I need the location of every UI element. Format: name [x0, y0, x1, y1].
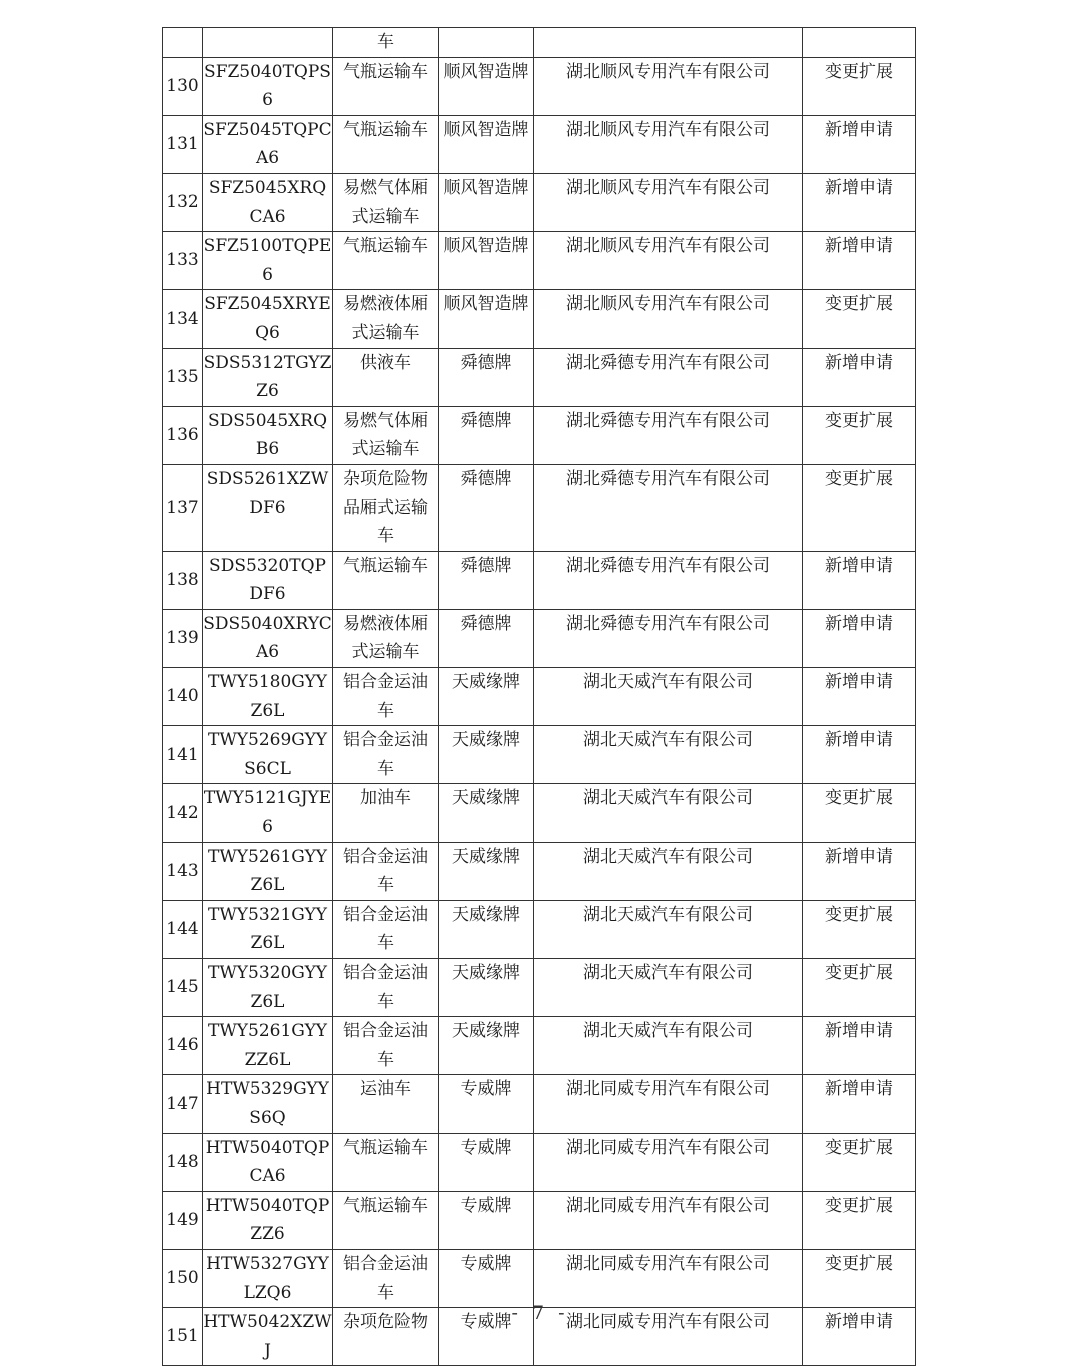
cell-model: [203, 28, 333, 58]
cell-vehicle-type: 铝合金运油车: [333, 1017, 439, 1075]
table-row: [163, 406, 916, 464]
table-row: [163, 232, 916, 290]
cell-model: HTW5040TQPZZ6: [203, 1191, 333, 1249]
cell-number: 143: [163, 842, 203, 900]
table-row: [163, 959, 916, 1017]
cell-status: 变更扩展: [803, 1191, 916, 1249]
table-row: [163, 115, 916, 173]
cell-number: 146: [163, 1017, 203, 1075]
cell-vehicle-type: 铝合金运油车: [333, 1249, 439, 1307]
cell-number: 135: [163, 348, 203, 406]
table-row: [163, 173, 916, 231]
cell-vehicle-type: 气瓶运输车: [333, 551, 439, 609]
cell-status: 新增申请: [803, 668, 916, 726]
cell-company: 湖北舜德专用汽车有限公司: [534, 464, 803, 551]
cell-status: 变更扩展: [803, 406, 916, 464]
table-row: [163, 57, 916, 115]
cell-status: 新增申请: [803, 842, 916, 900]
cell-company: 湖北天威汽车有限公司: [534, 726, 803, 784]
cell-company: 湖北同威专用汽车有限公司: [534, 1308, 803, 1366]
cell-status: 变更扩展: [803, 1133, 916, 1191]
cell-model: SFZ5045XRYEQ6: [203, 290, 333, 348]
table-row: [163, 1075, 916, 1133]
cell-company: 湖北顺风专用汽车有限公司: [534, 57, 803, 115]
cell-model: SFZ5045XRQCA6: [203, 173, 333, 231]
cell-brand: 舜德牌: [439, 348, 534, 406]
cell-number: 137: [163, 464, 203, 551]
table-row: [163, 551, 916, 609]
cell-vehicle-type: 铝合金运油车: [333, 959, 439, 1017]
table-row: [163, 290, 916, 348]
cell-status: 变更扩展: [803, 290, 916, 348]
cell-model: SFZ5100TQPE6: [203, 232, 333, 290]
cell-number: 141: [163, 726, 203, 784]
cell-model: HTW5327GYYLZQ6: [203, 1249, 333, 1307]
table-body: [163, 28, 916, 1366]
cell-number: 151: [163, 1308, 203, 1366]
cell-brand: 舜德牌: [439, 406, 534, 464]
table-row: [163, 28, 916, 58]
cell-vehicle-type: 供液车: [333, 348, 439, 406]
cell-status: 变更扩展: [803, 784, 916, 842]
cell-brand: 天威缘牌: [439, 726, 534, 784]
cell-status: 变更扩展: [803, 959, 916, 1017]
cell-number: 148: [163, 1133, 203, 1191]
cell-model: TWY5269GYYS6CL: [203, 726, 333, 784]
cell-brand: 舜德牌: [439, 609, 534, 667]
page-number: - 7 -: [511, 1302, 569, 1324]
cell-model: HTW5040TQPCA6: [203, 1133, 333, 1191]
cell-status: 新增申请: [803, 173, 916, 231]
cell-brand: 顺风智造牌: [439, 290, 534, 348]
cell-vehicle-type: 运油车: [333, 1075, 439, 1133]
cell-brand: 专威牌: [439, 1133, 534, 1191]
cell-number: 149: [163, 1191, 203, 1249]
cell-brand: 天威缘牌: [439, 668, 534, 726]
cell-company: [534, 28, 803, 58]
cell-brand: 顺风智造牌: [439, 173, 534, 231]
vehicle-catalog-table: [162, 27, 916, 1366]
cell-company: 湖北天威汽车有限公司: [534, 784, 803, 842]
cell-vehicle-type: 杂项危险物: [333, 1308, 439, 1366]
cell-vehicle-type: 气瓶运输车: [333, 1133, 439, 1191]
cell-brand: 天威缘牌: [439, 959, 534, 1017]
cell-brand: 专威牌: [439, 1308, 534, 1366]
table-row: [163, 1191, 916, 1249]
cell-company: 湖北同威专用汽车有限公司: [534, 1249, 803, 1307]
table-row: [163, 900, 916, 958]
cell-number: 147: [163, 1075, 203, 1133]
cell-brand: 专威牌: [439, 1191, 534, 1249]
cell-number: 142: [163, 784, 203, 842]
table-row: [163, 784, 916, 842]
cell-brand: 天威缘牌: [439, 842, 534, 900]
cell-brand: 专威牌: [439, 1249, 534, 1307]
cell-model: HTW5329GYYS6Q: [203, 1075, 333, 1133]
cell-vehicle-type: 加油车: [333, 784, 439, 842]
cell-company: 湖北顺风专用汽车有限公司: [534, 232, 803, 290]
cell-brand: 顺风智造牌: [439, 232, 534, 290]
cell-brand: 舜德牌: [439, 464, 534, 551]
cell-number: 133: [163, 232, 203, 290]
cell-company: 湖北天威汽车有限公司: [534, 1017, 803, 1075]
cell-model: TWY5261GYYZ6L: [203, 842, 333, 900]
cell-model: SDS5312TGYZZ6: [203, 348, 333, 406]
cell-model: TWY5180GYYZ6L: [203, 668, 333, 726]
cell-status: 变更扩展: [803, 1249, 916, 1307]
cell-vehicle-type: 气瓶运输车: [333, 115, 439, 173]
cell-number: 145: [163, 959, 203, 1017]
table-row: [163, 348, 916, 406]
table-row: [163, 1249, 916, 1307]
cell-company: 湖北同威专用汽车有限公司: [534, 1133, 803, 1191]
cell-model: SDS5045XRQB6: [203, 406, 333, 464]
cell-status: 新增申请: [803, 726, 916, 784]
cell-model: SDS5040XRYCA6: [203, 609, 333, 667]
cell-vehicle-type: 车: [333, 28, 439, 58]
cell-vehicle-type: 易燃气体厢式运输车: [333, 173, 439, 231]
cell-vehicle-type: 气瓶运输车: [333, 232, 439, 290]
cell-status: 新增申请: [803, 1017, 916, 1075]
table-row: [163, 726, 916, 784]
cell-model: TWY5320GYYZ6L: [203, 959, 333, 1017]
cell-number: 144: [163, 900, 203, 958]
cell-company: 湖北舜德专用汽车有限公司: [534, 609, 803, 667]
cell-model: SDS5320TQPDF6: [203, 551, 333, 609]
cell-company: 湖北舜德专用汽车有限公司: [534, 551, 803, 609]
cell-status: 新增申请: [803, 115, 916, 173]
cell-status: 新增申请: [803, 551, 916, 609]
cell-status: 变更扩展: [803, 900, 916, 958]
cell-number: 132: [163, 173, 203, 231]
cell-model: TWY5261GYYZZ6L: [203, 1017, 333, 1075]
cell-vehicle-type: 铝合金运油车: [333, 900, 439, 958]
cell-company: 湖北天威汽车有限公司: [534, 900, 803, 958]
table-row: [163, 464, 916, 551]
cell-status: 新增申请: [803, 609, 916, 667]
cell-brand: 顺风智造牌: [439, 115, 534, 173]
cell-vehicle-type: 易燃液体厢式运输车: [333, 290, 439, 348]
table-row: [163, 609, 916, 667]
cell-number: 140: [163, 668, 203, 726]
cell-model: TWY5121GJYE6: [203, 784, 333, 842]
cell-model: SFZ5040TQPS6: [203, 57, 333, 115]
cell-vehicle-type: 铝合金运油车: [333, 668, 439, 726]
cell-number: 138: [163, 551, 203, 609]
cell-company: 湖北同威专用汽车有限公司: [534, 1075, 803, 1133]
cell-company: 湖北天威汽车有限公司: [534, 959, 803, 1017]
cell-status: 新增申请: [803, 1308, 916, 1366]
table-row: [163, 1017, 916, 1075]
cell-company: 湖北顺风专用汽车有限公司: [534, 115, 803, 173]
cell-status: 新增申请: [803, 348, 916, 406]
cell-number: [163, 28, 203, 58]
cell-number: 150: [163, 1249, 203, 1307]
cell-vehicle-type: 杂项危险物品厢式运输车: [333, 464, 439, 551]
cell-vehicle-type: 气瓶运输车: [333, 1191, 439, 1249]
cell-vehicle-type: 铝合金运油车: [333, 726, 439, 784]
cell-brand: 天威缘牌: [439, 1017, 534, 1075]
cell-company: 湖北顺风专用汽车有限公司: [534, 173, 803, 231]
cell-brand: 天威缘牌: [439, 784, 534, 842]
cell-number: 131: [163, 115, 203, 173]
cell-brand: 天威缘牌: [439, 900, 534, 958]
cell-status: 变更扩展: [803, 57, 916, 115]
cell-vehicle-type: 易燃液体厢式运输车: [333, 609, 439, 667]
cell-brand: 专威牌: [439, 1075, 534, 1133]
cell-number: 134: [163, 290, 203, 348]
cell-number: 130: [163, 57, 203, 115]
cell-model: SDS5261XZWDF6: [203, 464, 333, 551]
cell-company: 湖北天威汽车有限公司: [534, 668, 803, 726]
cell-company: 湖北舜德专用汽车有限公司: [534, 348, 803, 406]
cell-brand: 顺风智造牌: [439, 57, 534, 115]
cell-status: 变更扩展: [803, 464, 916, 551]
cell-status: 新增申请: [803, 1075, 916, 1133]
cell-number: 136: [163, 406, 203, 464]
cell-vehicle-type: 铝合金运油车: [333, 842, 439, 900]
cell-vehicle-type: 易燃气体厢式运输车: [333, 406, 439, 464]
table-row: [163, 1133, 916, 1191]
cell-company: 湖北舜德专用汽车有限公司: [534, 406, 803, 464]
cell-model: TWY5321GYYZ6L: [203, 900, 333, 958]
cell-status: [803, 28, 916, 58]
table-row: [163, 842, 916, 900]
cell-company: 湖北顺风专用汽车有限公司: [534, 290, 803, 348]
cell-status: 新增申请: [803, 232, 916, 290]
cell-model: HTW5042XZWJ: [203, 1308, 333, 1366]
cell-company: 湖北天威汽车有限公司: [534, 842, 803, 900]
cell-model: SFZ5045TQPCA6: [203, 115, 333, 173]
cell-company: 湖北同威专用汽车有限公司: [534, 1191, 803, 1249]
cell-vehicle-type: 气瓶运输车: [333, 57, 439, 115]
cell-number: 139: [163, 609, 203, 667]
cell-brand: [439, 28, 534, 58]
table-row: [163, 668, 916, 726]
cell-brand: 舜德牌: [439, 551, 534, 609]
